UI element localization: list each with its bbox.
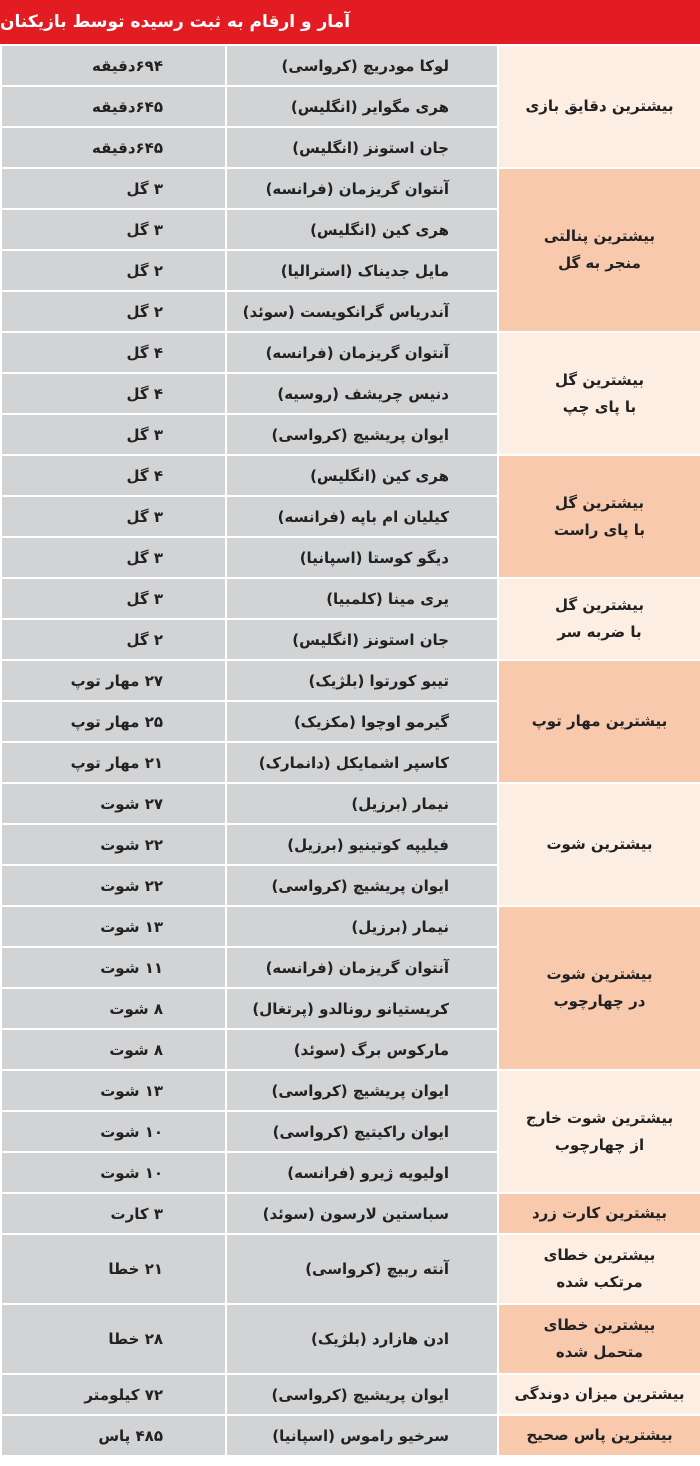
player-name: آنتوان گریزمان (فرانسه) (226, 168, 498, 209)
category-label: بیشترین مهار توپ (531, 712, 668, 730)
player-name: نیمار (برزیل) (226, 783, 498, 824)
stat-value: ۱۳ شوت (1, 1070, 226, 1111)
table-row (1, 168, 700, 209)
table-row (1, 660, 700, 701)
player-name: ایوان پریشیچ (کرواسی) (226, 1374, 498, 1415)
stat-value: ۲۲ شوت (1, 824, 226, 865)
category-cell (498, 1374, 700, 1415)
category-label: از چهارچوب (554, 1135, 645, 1154)
category-label: بیشترین گل (555, 370, 644, 389)
player-name: ایوان راکیتیچ (کرواسی) (226, 1111, 498, 1152)
player-name: ایوان پریشیچ (کرواسی) (226, 865, 498, 906)
category-label: بیشترین میزان دوندگی (514, 1385, 685, 1403)
stat-value: ۲ گل (1, 291, 226, 332)
player-name: مایل جدیناک (استرالیا) (226, 250, 498, 291)
player-name: آنتوان گریزمان (فرانسه) (226, 947, 498, 988)
category-label: بیشترین پاس صحیح (526, 1426, 673, 1444)
table-row (1, 783, 700, 824)
player-name: آنته ربیچ (کرواسی) (226, 1234, 498, 1304)
stat-value: ۴ گل (1, 332, 226, 373)
stat-value: ۲۸ خطا (1, 1304, 226, 1374)
stat-value: ۳ گل (1, 168, 226, 209)
stat-value: ۶۹۴دقیقه (1, 45, 226, 86)
stat-value: ۴۸۵ پاس (1, 1415, 226, 1456)
player-name: اولیویه ژیرو (فرانسه) (226, 1152, 498, 1193)
category-label: بیشترین گل (555, 493, 644, 512)
stat-value: ۳ کارت (1, 1193, 226, 1234)
stat-value: ۱۰ شوت (1, 1111, 226, 1152)
player-name: سباستین لارسون (سوئد) (226, 1193, 498, 1234)
category-label: بیشترین کارت زرد (531, 1204, 668, 1222)
category-label: با پای چپ (562, 397, 637, 416)
stat-value: ۳ گل (1, 578, 226, 619)
category-label: با پای راست (553, 520, 646, 539)
category-label: بیشترین شوت (546, 965, 653, 983)
stat-value: ۲۲ شوت (1, 865, 226, 906)
stat-value: ۶۴۵دقیقه (1, 86, 226, 127)
stat-value: ۲ گل (1, 619, 226, 660)
category-label: بیشترین دقایق بازی (525, 97, 674, 115)
stat-value: ۱۰ شوت (1, 1152, 226, 1193)
player-name: لوکا مودریچ (کرواسی) (226, 45, 498, 86)
player-name: هری کین (انگلیس) (226, 209, 498, 250)
stat-value: ۷۲ کیلومتر (1, 1374, 226, 1415)
stat-value: ۲۷ مهار توپ (1, 660, 226, 701)
stat-value: ۳ گل (1, 496, 226, 537)
category-cell (498, 332, 700, 455)
stat-value: ۳ گل (1, 414, 226, 455)
category-label: در چهارچوب (553, 992, 646, 1010)
category-cell (498, 1234, 700, 1304)
category-label: منجر به گل (558, 254, 641, 272)
category-label: مرتکب شده (556, 1273, 643, 1291)
player-name: هری مگوایر (انگلیس) (226, 86, 498, 127)
stat-value: ۲ گل (1, 250, 226, 291)
player-name: ادن هازارد (بلژیک) (226, 1304, 498, 1374)
stat-value: ۶۴۵دقیقه (1, 127, 226, 168)
category-cell (498, 1304, 700, 1374)
player-name: ایوان پریشیچ (کرواسی) (226, 414, 498, 455)
category-label: متحمل شده (555, 1343, 644, 1361)
stat-value: ۸ شوت (1, 988, 226, 1029)
stat-value: ۸ شوت (1, 1029, 226, 1070)
table-row (1, 1374, 700, 1415)
category-cell (498, 783, 700, 906)
category-label: بیشترین شوت خارج (525, 1108, 674, 1127)
player-name: آنتوان گریزمان (فرانسه) (226, 332, 498, 373)
player-name: کاسپر اشمایکل (دانمارک) (226, 742, 498, 783)
category-cell (498, 455, 700, 578)
category-cell (498, 168, 700, 332)
stats-table (0, 44, 700, 1457)
table-row (1, 1304, 700, 1374)
table-row (1, 45, 700, 86)
stat-value: ۲۵ مهار توپ (1, 701, 226, 742)
category-cell (498, 1415, 700, 1456)
category-cell (498, 1070, 700, 1193)
player-name: جان استونز (انگلیس) (226, 619, 498, 660)
category-label: بیشترین گل (555, 596, 644, 614)
player-name: دیگو کوستا (اسپانیا) (226, 537, 498, 578)
table-row (1, 1070, 700, 1111)
category-cell (498, 1193, 700, 1234)
stat-value: ۱۳ شوت (1, 906, 226, 947)
table-row (1, 455, 700, 496)
player-name: دنیس چریشف (روسیه) (226, 373, 498, 414)
category-label: بیشترین شوت (546, 835, 653, 853)
player-name: ایوان پریشیچ (کرواسی) (226, 1070, 498, 1111)
player-name: کیلیان ام باپه (فرانسه) (226, 496, 498, 537)
stat-value: ۴ گل (1, 373, 226, 414)
category-cell (498, 578, 700, 660)
stat-value: ۲۱ خطا (1, 1234, 226, 1304)
stat-value: ۳ گل (1, 209, 226, 250)
table-row (1, 1193, 700, 1234)
table-row (1, 1234, 700, 1304)
table-row (1, 906, 700, 947)
category-cell (498, 660, 700, 783)
table-row (1, 578, 700, 619)
category-label: بیشترین پنالتی (543, 227, 656, 245)
category-cell (498, 45, 700, 168)
stat-value: ۲۷ شوت (1, 783, 226, 824)
page-title: آمار و ارقام به ثبت رسیده توسط بازیکنان (0, 0, 700, 44)
player-name: نیمار (برزیل) (226, 906, 498, 947)
player-name: آندریاس گرانکویست (سوئد) (226, 291, 498, 332)
player-name: گیرمو اوچوا (مکزیک) (226, 701, 498, 742)
player-name: فیلیپه کوتینیو (برزیل) (226, 824, 498, 865)
category-label: با ضربه سر (557, 623, 642, 641)
player-name: سرخیو راموس (اسپانیا) (226, 1415, 498, 1456)
stat-value: ۳ گل (1, 537, 226, 578)
stat-value: ۱۱ شوت (1, 947, 226, 988)
player-name: کریستیانو رونالدو (پرتغال) (226, 988, 498, 1029)
player-name: جان استونز (انگلیس) (226, 127, 498, 168)
player-name: هری کین (انگلیس) (226, 455, 498, 496)
table-row (1, 1415, 700, 1456)
table-row (1, 332, 700, 373)
player-name: یری مینا (کلمبیا) (226, 578, 498, 619)
stat-value: ۲۱ مهار توپ (1, 742, 226, 783)
player-name: تیبو کورتوا (بلژیک) (226, 660, 498, 701)
player-name: مارکوس برگ (سوئد) (226, 1029, 498, 1070)
category-label: بیشترین خطای (543, 1316, 656, 1334)
category-label: بیشترین خطای (543, 1246, 656, 1264)
stat-value: ۴ گل (1, 455, 226, 496)
category-cell (498, 906, 700, 1070)
